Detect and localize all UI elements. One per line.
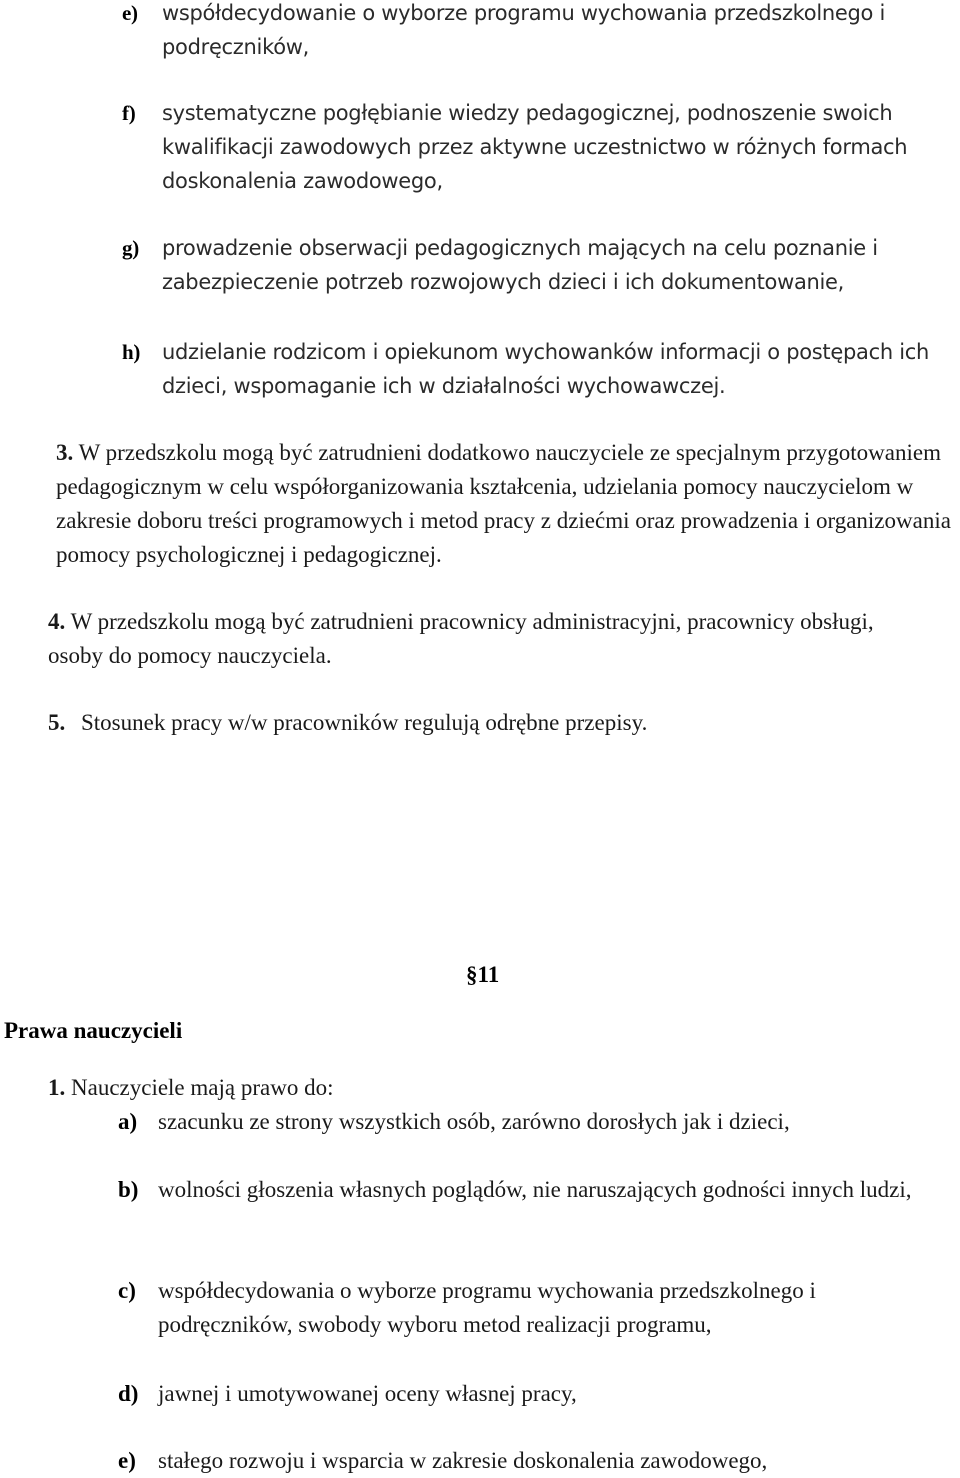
list-label: b) bbox=[118, 1177, 139, 1202]
list-text: systematyczne pogłębianie wiedzy pedagogicznej, podnoszenie swoich kwalifikacji zawodowych przez aktywne uczestnictwo w różnych formach doskonalenia zawodowego, bbox=[162, 101, 908, 193]
rights-item-c bbox=[118, 1274, 948, 1342]
rights-intro-text: Nauczyciele mają prawo do: bbox=[71, 1075, 334, 1100]
list-label: f) bbox=[122, 101, 136, 125]
rights-intro bbox=[48, 1071, 908, 1105]
paragraph-5 bbox=[48, 706, 908, 740]
rights-item-a bbox=[118, 1105, 948, 1139]
list-label: a) bbox=[118, 1109, 138, 1134]
list-text: jawnej i umotywowanej oceny własnej pracy, bbox=[158, 1381, 577, 1406]
paragraph-number: 1. bbox=[48, 1075, 66, 1100]
list-label: c) bbox=[118, 1278, 136, 1303]
list-label: e) bbox=[122, 1, 138, 25]
paragraph-number: 5. bbox=[48, 710, 66, 735]
rights-item-b bbox=[118, 1173, 948, 1207]
rights-item-d bbox=[118, 1377, 948, 1411]
paragraph-4 bbox=[48, 605, 908, 673]
paragraph-text: W przedszkolu mogą być zatrudnieni dodatkowo nauczyciele ze specjalnym przygotowaniem pedagogicznym w celu współorganizowania kształcenia, udzielania pomocy nauczycielom w zakresie doboru treści programowych i metod pracy z dziećmi oraz prowadzenia i organizowania pomocy psychologicznej i pedagogicznej. bbox=[56, 440, 951, 567]
section-title: Prawa nauczycieli bbox=[4, 1018, 183, 1043]
list-text: wolności głoszenia własnych poglądów, nie naruszających godności innych ludzi, bbox=[158, 1177, 912, 1202]
paragraph-number: 3. bbox=[56, 440, 74, 465]
list-item-f bbox=[122, 96, 942, 198]
list-item-e bbox=[122, 0, 932, 64]
paragraph-3 bbox=[56, 436, 956, 572]
list-text: prowadzenie obserwacji pedagogicznych mających na celu poznanie i zabezpieczenie potrzeb rozwojowych dzieci i ich dokumentowanie, bbox=[162, 236, 878, 294]
list-item-g bbox=[122, 231, 942, 299]
paragraph-number: 4. bbox=[48, 609, 66, 634]
list-text: współdecydowanie o wyborze programu wychowania przedszkolnego i podręczników, bbox=[162, 1, 885, 59]
list-item-h bbox=[122, 335, 952, 403]
list-label: d) bbox=[118, 1381, 139, 1406]
list-label: h) bbox=[122, 340, 141, 364]
list-label: e) bbox=[118, 1448, 136, 1473]
paragraph-text: Stosunek pracy w/w pracowników regulują odrębne przepisy. bbox=[81, 710, 648, 735]
list-text: stałego rozwoju i wsparcia w zakresie doskonalenia zawodowego, bbox=[158, 1448, 768, 1473]
list-label: g) bbox=[122, 236, 139, 260]
list-text: współdecydowania o wyborze programu wychowania przedszkolnego i podręczników, swobody wyboru metod realizacji programu, bbox=[158, 1278, 816, 1337]
list-text: szacunku ze strony wszystkich osób, zarówno dorosłych jak i dzieci, bbox=[158, 1109, 790, 1134]
rights-item-e bbox=[118, 1444, 948, 1478]
list-text: udzielanie rodzicom i opiekunom wychowanków informacji o postępach ich dzieci, wspomaganie ich w działalności wychowawczej. bbox=[162, 340, 930, 398]
section-sign: §11 bbox=[466, 962, 500, 987]
paragraph-text: W przedszkolu mogą być zatrudnieni pracownicy administracyjni, pracownicy obsługi, osoby do pomocy nauczyciela. bbox=[48, 609, 874, 668]
